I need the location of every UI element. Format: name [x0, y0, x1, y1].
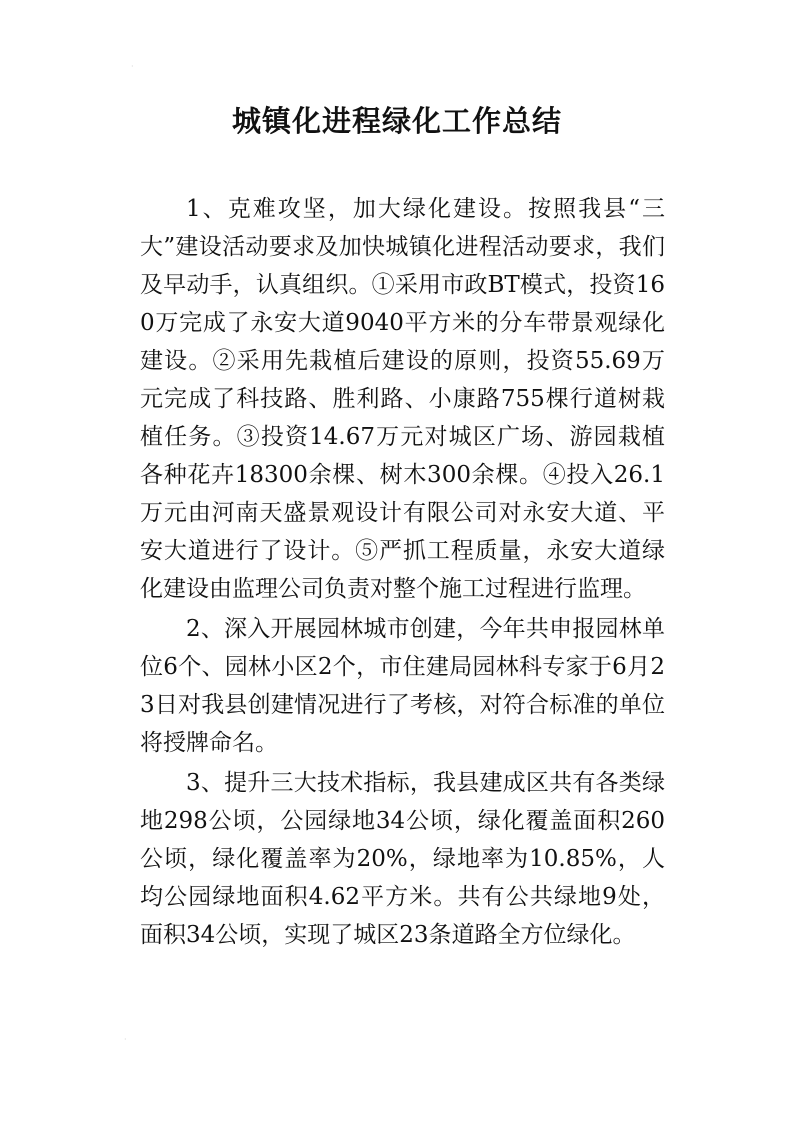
document-title: 城镇化进程绿化工作总结: [231, 104, 562, 138]
paragraph-1: 1、克难攻坚，加大绿化建设。按照我县“三大”建设活动要求及加快城镇化进程活动要求，我们及早动手，认真组织。①采用市政BT模式，投资160万完成了永安大道9040平方米的分车带景观绿化建设。②采用先栽植后建设的原则，投资55.69万元完成了科技路、胜利路、小康路755棵行道树栽植任务。③投资14.67万元对城区广场、游园栽植各种花卉18300余棵、树木300余棵。④投入26.1万元由河南天盛景观设计有限公司对永安大道、平安大道进行了设计。⑤严抓工程质量，永安大道绿化建设由监理公司负责对整个施工过程进行监理。: [140, 196, 665, 602]
scan-speck: ·: [124, 1035, 127, 1044]
scan-speck: ·: [131, 62, 134, 71]
paragraph-3: 3、提升三大技术指标，我县建成区共有各类绿地298公顷，公园绿地34公顷，绿化覆盖面积260公顷，绿化覆盖率为20%，绿地率为10.85%，人均公园绿地面积4.62平方米。共有公共绿地9处，面积34公顷，实现了城区23条道路全方位绿化。: [140, 770, 665, 948]
document-body: [140, 190, 665, 954]
paragraph-2: 2、深入开展园林城市创建，今年共申报园林单位6个、园林小区2个，市住建局园林科专家于6月23日对我县创建情况进行了考核，对符合标准的单位将授牌命名。: [140, 616, 665, 756]
